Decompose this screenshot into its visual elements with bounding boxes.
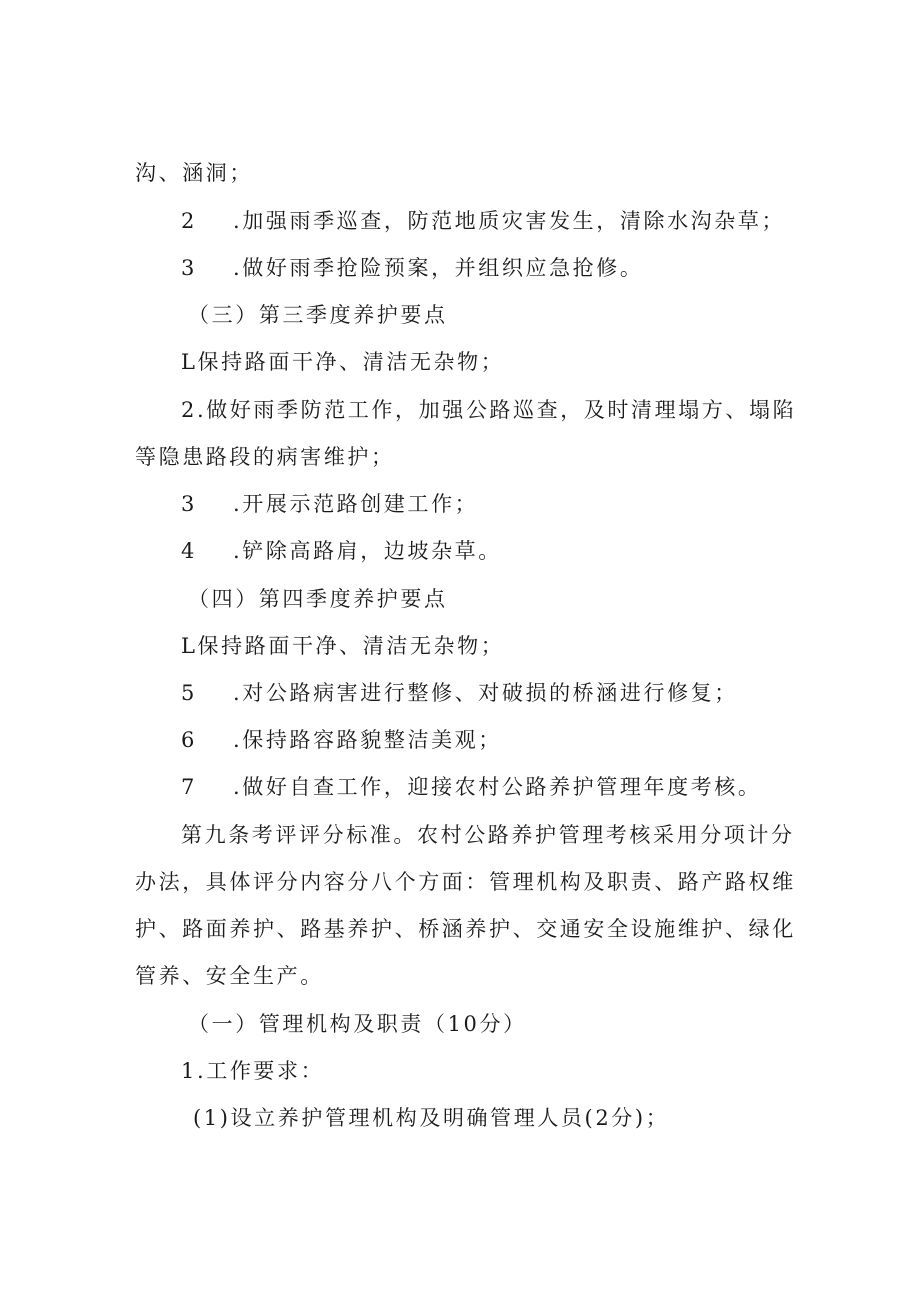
heading-text: （四）第四季度养护要点 xyxy=(188,587,448,611)
line-text: 沟、涵洞； xyxy=(135,161,253,185)
item-number: 5 xyxy=(181,681,197,705)
text-line xyxy=(181,1058,324,1084)
paragraph-line xyxy=(181,822,795,848)
numbered-item xyxy=(181,774,761,800)
section-heading xyxy=(188,302,448,328)
section-heading xyxy=(188,586,448,612)
paragraph-line xyxy=(181,397,796,423)
line-text: 办法，具体评分内容分八个方面：管理机构及职责、路产路权维 xyxy=(135,870,796,894)
text-line xyxy=(181,633,504,659)
item-number: 3 xyxy=(181,256,197,280)
item-number: 4 xyxy=(181,539,197,563)
item-text: .做好自查工作，迎接农村公路养护管理年度考核。 xyxy=(233,775,762,799)
paragraph-line xyxy=(135,916,796,942)
line-text: L保持路面干净、清洁无杂物； xyxy=(181,634,505,658)
item-text: .加强雨季巡查，防范地质灾害发生，清除水沟杂草； xyxy=(233,209,786,233)
numbered-item xyxy=(181,680,738,706)
heading-text: （三）第三季度养护要点 xyxy=(188,303,448,327)
section-heading xyxy=(188,1011,527,1037)
paragraph-line xyxy=(135,444,395,470)
item-number: 7 xyxy=(181,775,197,799)
sub-item xyxy=(193,1105,669,1131)
item-number: 2 xyxy=(181,209,197,233)
numbered-item xyxy=(181,255,643,281)
item-number: 3 xyxy=(181,492,197,516)
item-text: .做好雨季抢险预案，并组织应急抢修。 xyxy=(233,256,644,280)
line-text: 护、路面养护、路基养护、桥涵养护、交通安全设施维护、绿化 xyxy=(135,917,796,941)
line-text: 1.工作要求： xyxy=(181,1059,325,1083)
line-text: 管养、安全生产。 xyxy=(135,964,324,988)
item-text: .铲除高路肩，边坡杂草。 xyxy=(233,539,502,563)
numbered-item xyxy=(181,538,502,564)
item-text: .保持路容路貌整洁美观； xyxy=(233,728,502,752)
text-line xyxy=(135,160,253,186)
numbered-item xyxy=(181,727,502,753)
heading-text: （一）管理机构及职责（10分） xyxy=(188,1012,527,1036)
item-text: .对公路病害进行整修、对破损的桥涵进行修复； xyxy=(233,681,738,705)
numbered-item xyxy=(181,491,478,517)
paragraph-line xyxy=(135,963,324,989)
line-text: (1)设立养护管理机构及明确管理人员(2分)； xyxy=(193,1106,670,1130)
line-text: 第九条考评评分标准。农村公路养护管理考核采用分项计分 xyxy=(181,823,795,847)
item-number: 6 xyxy=(181,728,197,752)
line-text: 2.做好雨季防范工作，加强公路巡查，及时清理塌方、塌陷 xyxy=(181,398,797,422)
numbered-item xyxy=(181,208,785,234)
line-text: 等隐患路段的病害维护； xyxy=(135,445,395,469)
text-line xyxy=(181,349,504,375)
paragraph-line xyxy=(135,869,796,895)
item-text: .开展示范路创建工作； xyxy=(233,492,479,516)
line-text: L保持路面干净、清洁无杂物； xyxy=(181,350,505,374)
